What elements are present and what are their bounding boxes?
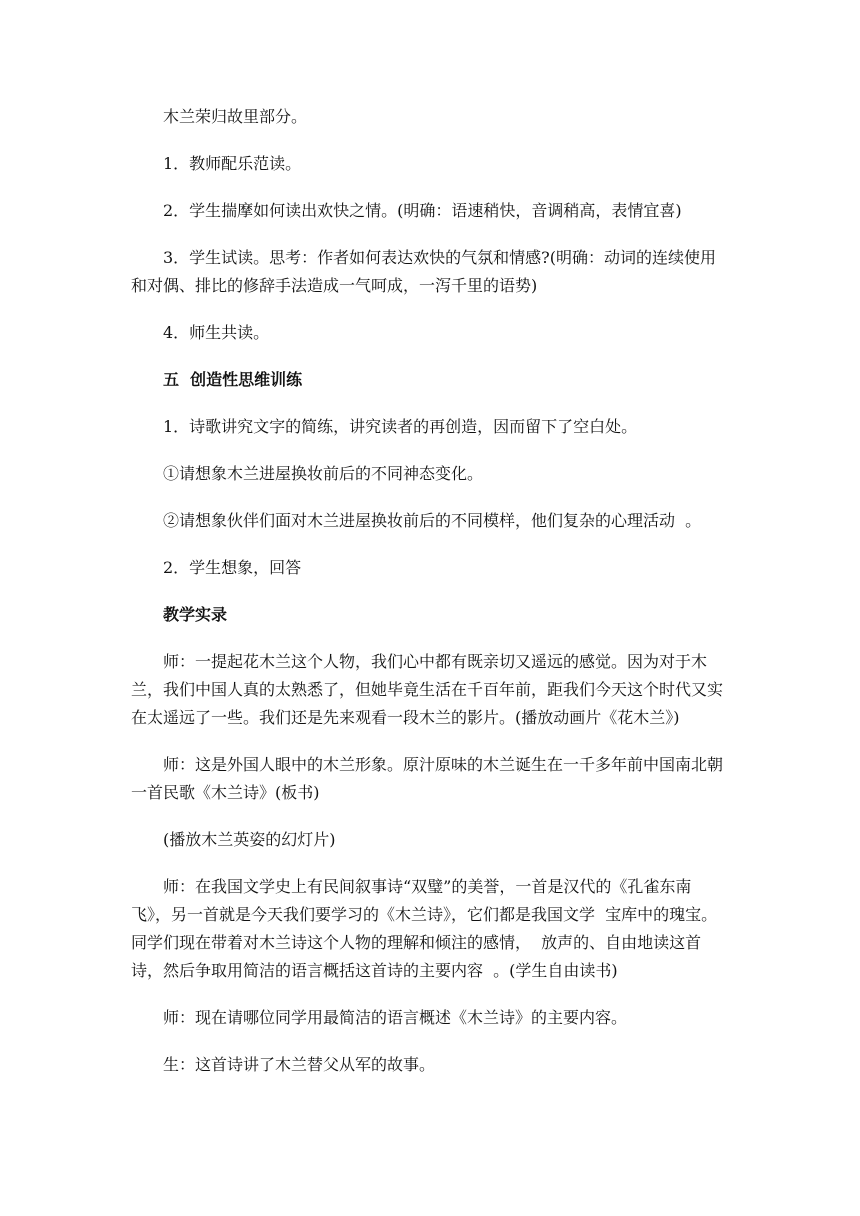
paragraph-16: 师：现在请哪位同学用最简洁的语言概述《木兰诗》的主要内容。	[163, 1008, 628, 1027]
section-heading-creative-thinking: 五 创造性思维训练	[163, 370, 303, 389]
paragraph-13: 师：这是外国人眼中的木兰形象。原汁原味的木兰诞生在一千多年前中国南北朝一首民歌《木兰诗》(板书)	[131, 755, 724, 802]
paragraph-8: ①请想象木兰进屋换妆前后的不同神态变化。	[163, 464, 484, 483]
paragraph-9: ②请想象伙伴们面对木兰进屋换妆前后的不同模样，他们复杂的心理活动 。	[163, 511, 702, 530]
paragraph-2: 1．教师配乐范读。	[163, 154, 302, 173]
paragraph-1: 木兰荣归故里部分。	[163, 107, 308, 126]
paragraph-15: 师：在我国文学史上有民间叙事诗“双璧”的美誉，一首是汉代的《孔雀东南飞》，另一首就是今天我们要学习的《木兰诗》，它们都是我国文学 宝库中的瑰宝。同学们现在带着对木兰诗这个人物的理解和倾注的感情， 放声的、自由地读这首诗，然后争取用简洁的语言概括这首诗的主要内容 。(学生自由读书)	[131, 877, 718, 980]
paragraph-7: 1．诗歌讲究文字的简练，讲究读者的再创造，因而留下了空白处。	[163, 417, 638, 436]
paragraph-17: 生：这首诗讲了木兰替父从军的故事。	[163, 1055, 436, 1074]
document-body	[131, 103, 729, 1079]
section-heading-teaching-record: 教学实录	[163, 605, 228, 624]
paragraph-4: 3．学生试读。思考：作者如何表达欢快的气氛和情感?(明确：动词的连续使用和对偶、排比的修辞手法造成一气呵成，一泻千里的语势)	[131, 248, 717, 295]
paragraph-14: (播放木兰英姿的幻灯片)	[163, 830, 336, 849]
paragraph-5: 4．师生共读。	[163, 323, 270, 342]
paragraph-12: 师：一提起花木兰这个人物，我们心中都有既亲切又遥远的感觉。因为对于木兰，我们中国人真的太熟悉了，但她毕竟生活在千百年前，距我们今天这个时代又实在太遥远了一些。我们还是先来观看一段木兰的影片。(播放动画片《花木兰》)	[131, 652, 724, 727]
paragraph-10: 2．学生想象，回答	[163, 558, 302, 577]
paragraph-3: 2．学生揣摩如何读出欢快之情。(明确：语速稍快，音调稍高，表情宜喜)	[163, 201, 682, 220]
